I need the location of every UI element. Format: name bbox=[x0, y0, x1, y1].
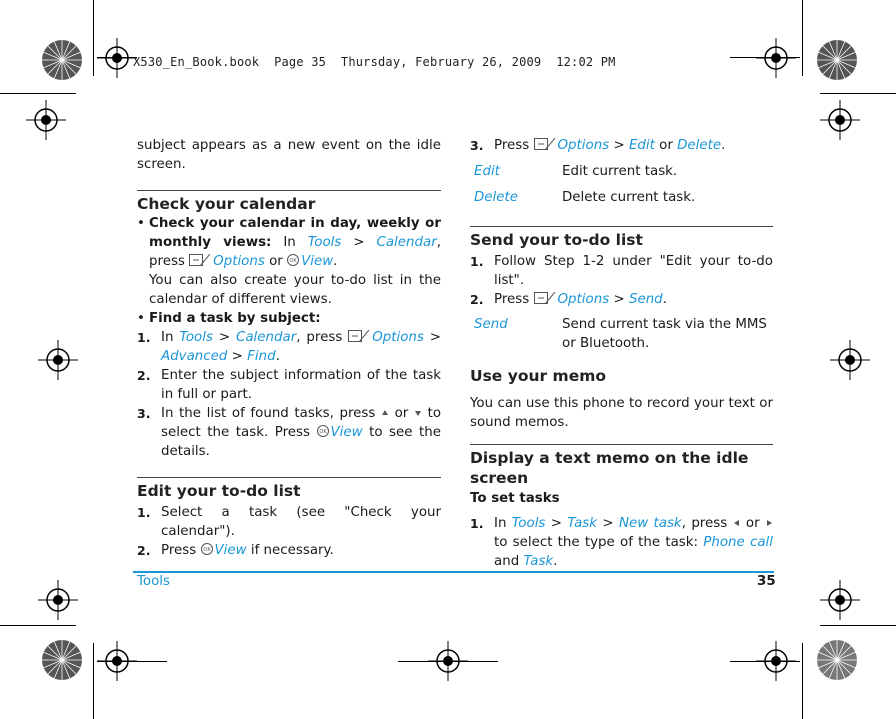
left-softkey-icon bbox=[348, 330, 370, 342]
crop-mark bbox=[0, 625, 76, 626]
ok-key-icon bbox=[317, 425, 329, 437]
menu-new-task: New task bbox=[618, 516, 682, 531]
list-item-step bbox=[137, 503, 441, 541]
options-table bbox=[470, 162, 773, 214]
left-softkey-icon bbox=[534, 138, 556, 150]
up-arrow-icon bbox=[381, 409, 389, 417]
bullet-bold-text: Check your calendar in day, weekly or monthly views: bbox=[149, 216, 441, 250]
step-text: to select the type of the task: bbox=[494, 535, 699, 550]
registration-target-icon bbox=[820, 100, 860, 140]
text-press: press bbox=[149, 254, 185, 269]
menu-edit: Edit bbox=[628, 138, 655, 153]
key-view: View bbox=[301, 254, 334, 269]
subsection-title-to-set-tasks: To set tasks bbox=[470, 491, 560, 506]
registration-target-icon bbox=[756, 641, 796, 681]
svg-text:OK: OK bbox=[202, 547, 211, 554]
option-task: Task bbox=[523, 554, 554, 569]
registration-target-icon bbox=[428, 641, 468, 681]
step-number: 2. bbox=[137, 543, 151, 558]
menu-task: Task bbox=[567, 516, 598, 531]
registration-target-icon bbox=[97, 38, 137, 78]
right-arrow-icon bbox=[765, 519, 773, 527]
ok-key-icon bbox=[287, 254, 299, 266]
list-item-step bbox=[470, 514, 773, 571]
period: . bbox=[721, 138, 726, 153]
right-column bbox=[470, 136, 773, 571]
text-in: In bbox=[283, 235, 296, 250]
step-text: Enter the subject information of the task in full or part. bbox=[161, 368, 441, 402]
text-press: press bbox=[691, 516, 728, 531]
period: . bbox=[662, 292, 667, 307]
table-key: Edit bbox=[474, 164, 500, 179]
menu-calendar: Calendar bbox=[236, 330, 297, 345]
list-item-find-task bbox=[137, 309, 441, 328]
step-number: 2. bbox=[470, 292, 484, 307]
menu-calendar: Calendar bbox=[376, 235, 437, 250]
text-or: or bbox=[394, 406, 409, 421]
section-title-check-calendar: Check your calendar bbox=[137, 190, 441, 214]
softkey-options: Options bbox=[557, 292, 610, 307]
section-title-use-memo: Use your memo bbox=[470, 367, 607, 385]
registration-target-icon bbox=[830, 340, 870, 380]
step-number: 3. bbox=[137, 406, 151, 421]
option-phone-call: Phone call bbox=[703, 535, 773, 550]
step-number: 1. bbox=[470, 516, 484, 531]
text-and: and bbox=[494, 554, 520, 569]
bullet: • bbox=[137, 311, 145, 326]
menu-tools: Tools bbox=[179, 330, 213, 345]
table-row bbox=[470, 188, 773, 214]
list-item-step bbox=[137, 404, 441, 461]
table-desc: Send current task via the MMS or Bluetooth. bbox=[562, 317, 767, 351]
left-softkey-icon bbox=[189, 254, 211, 266]
text-or: or bbox=[745, 516, 760, 531]
step-text: Follow Step 1-2 under "Edit your to-do list". bbox=[494, 254, 773, 288]
footer-rule bbox=[133, 571, 774, 573]
period: . bbox=[275, 349, 280, 364]
crop-mark bbox=[93, 0, 94, 76]
separator: > bbox=[613, 292, 625, 307]
starburst-mark-icon bbox=[815, 638, 859, 682]
bullet: • bbox=[137, 216, 145, 231]
section-title-send-todo: Send your to-do list bbox=[470, 226, 773, 250]
softkey-options: Options bbox=[213, 254, 265, 269]
comma: , bbox=[296, 330, 301, 345]
ok-key-icon bbox=[201, 543, 213, 555]
starburst-mark-icon bbox=[40, 638, 84, 682]
crop-mark bbox=[820, 93, 896, 94]
softkey-options: Options bbox=[372, 330, 424, 345]
crop-mark bbox=[802, 0, 803, 76]
starburst-mark-icon bbox=[40, 38, 84, 82]
table-key: Send bbox=[474, 317, 508, 332]
separator: > bbox=[218, 330, 231, 345]
book-header-slug: X530_En_Book.book Page 35 Thursday, February 26, 2009 12:02 PM bbox=[133, 55, 616, 69]
table-key: Delete bbox=[474, 190, 518, 205]
memo-paragraph: You can use this phone to record your text or sound memos. bbox=[470, 396, 773, 430]
list-item-check-views bbox=[137, 214, 441, 271]
table-desc: Edit current task. bbox=[562, 164, 678, 179]
step-number: 1. bbox=[137, 505, 151, 520]
list-item-step bbox=[470, 136, 773, 155]
menu-tools: Tools bbox=[307, 235, 342, 250]
left-column bbox=[137, 136, 441, 560]
starburst-mark-icon bbox=[815, 38, 859, 82]
step-text: to select the task. Press bbox=[161, 406, 442, 440]
menu-tools: Tools bbox=[511, 516, 546, 531]
text-press: Press bbox=[494, 138, 530, 153]
text-in: In bbox=[161, 330, 174, 345]
registration-target-icon bbox=[38, 580, 78, 620]
registration-target-icon bbox=[756, 38, 796, 78]
comma: , bbox=[681, 516, 686, 531]
check-sub-paragraph: You can also create your to-do list in the calendar of different views. bbox=[149, 273, 441, 307]
menu-advanced: Advanced bbox=[161, 349, 228, 364]
step-text: to see the details. bbox=[161, 425, 441, 459]
left-softkey-icon bbox=[534, 292, 556, 304]
separator: > bbox=[429, 330, 442, 345]
footer-page-number: 35 bbox=[757, 574, 776, 589]
footer-section-name: Tools bbox=[137, 574, 170, 589]
list-item-step bbox=[470, 290, 773, 309]
section-title-display-memo: Display a text memo on the idle screen bbox=[470, 444, 773, 488]
list-item-step bbox=[470, 252, 773, 290]
step-text: Press bbox=[161, 543, 197, 558]
list-item-step bbox=[137, 541, 441, 560]
period: . bbox=[333, 254, 338, 269]
bullet-bold-text: Find a task by subject: bbox=[149, 311, 321, 326]
registration-target-icon bbox=[26, 100, 66, 140]
crop-mark bbox=[93, 643, 94, 719]
section-title-edit-todo: Edit your to-do list bbox=[137, 477, 441, 501]
menu-find: Find bbox=[247, 349, 276, 364]
table-row bbox=[470, 315, 773, 353]
separator: > bbox=[602, 516, 614, 531]
separator: > bbox=[550, 516, 562, 531]
period: . bbox=[553, 554, 558, 569]
registration-target-icon bbox=[97, 641, 137, 681]
registration-target-icon bbox=[38, 340, 78, 380]
softkey-options: Options bbox=[557, 138, 610, 153]
step-text: if necessary. bbox=[250, 543, 334, 558]
list-item-step bbox=[137, 366, 441, 404]
crop-mark bbox=[0, 93, 76, 94]
svg-text:OK: OK bbox=[289, 258, 297, 265]
step-text: In the list of found tasks, press bbox=[161, 406, 376, 421]
menu-send: Send bbox=[628, 292, 663, 307]
send-table bbox=[470, 315, 773, 353]
step-number: 3. bbox=[470, 138, 484, 153]
crop-mark bbox=[820, 625, 896, 626]
key-view: View bbox=[330, 425, 363, 440]
table-desc: Delete current task. bbox=[562, 190, 696, 205]
table-row bbox=[470, 162, 773, 188]
text-in: In bbox=[494, 516, 507, 531]
down-arrow-icon bbox=[414, 409, 422, 417]
separator: > bbox=[613, 138, 625, 153]
text-or: or bbox=[659, 138, 673, 153]
step-number: 1. bbox=[470, 254, 484, 269]
list-item-step bbox=[137, 328, 441, 366]
step-number: 1. bbox=[137, 330, 151, 345]
intro-paragraph: subject appears as a new event on the idle screen. bbox=[137, 138, 441, 172]
separator: > bbox=[231, 349, 243, 364]
step-number: 2. bbox=[137, 368, 151, 383]
crop-mark bbox=[802, 643, 803, 719]
step-text: Select a task (see "Check your calendar"). bbox=[161, 505, 441, 539]
separator: > bbox=[353, 235, 365, 250]
registration-target-icon bbox=[820, 580, 860, 620]
menu-delete: Delete bbox=[677, 138, 722, 153]
left-arrow-icon bbox=[733, 519, 741, 527]
text-or: or bbox=[269, 254, 283, 269]
text-press: press bbox=[306, 330, 343, 345]
comma: , bbox=[436, 235, 441, 250]
text-press: Press bbox=[494, 292, 530, 307]
svg-text:OK: OK bbox=[318, 429, 327, 436]
key-view: View bbox=[214, 543, 247, 558]
